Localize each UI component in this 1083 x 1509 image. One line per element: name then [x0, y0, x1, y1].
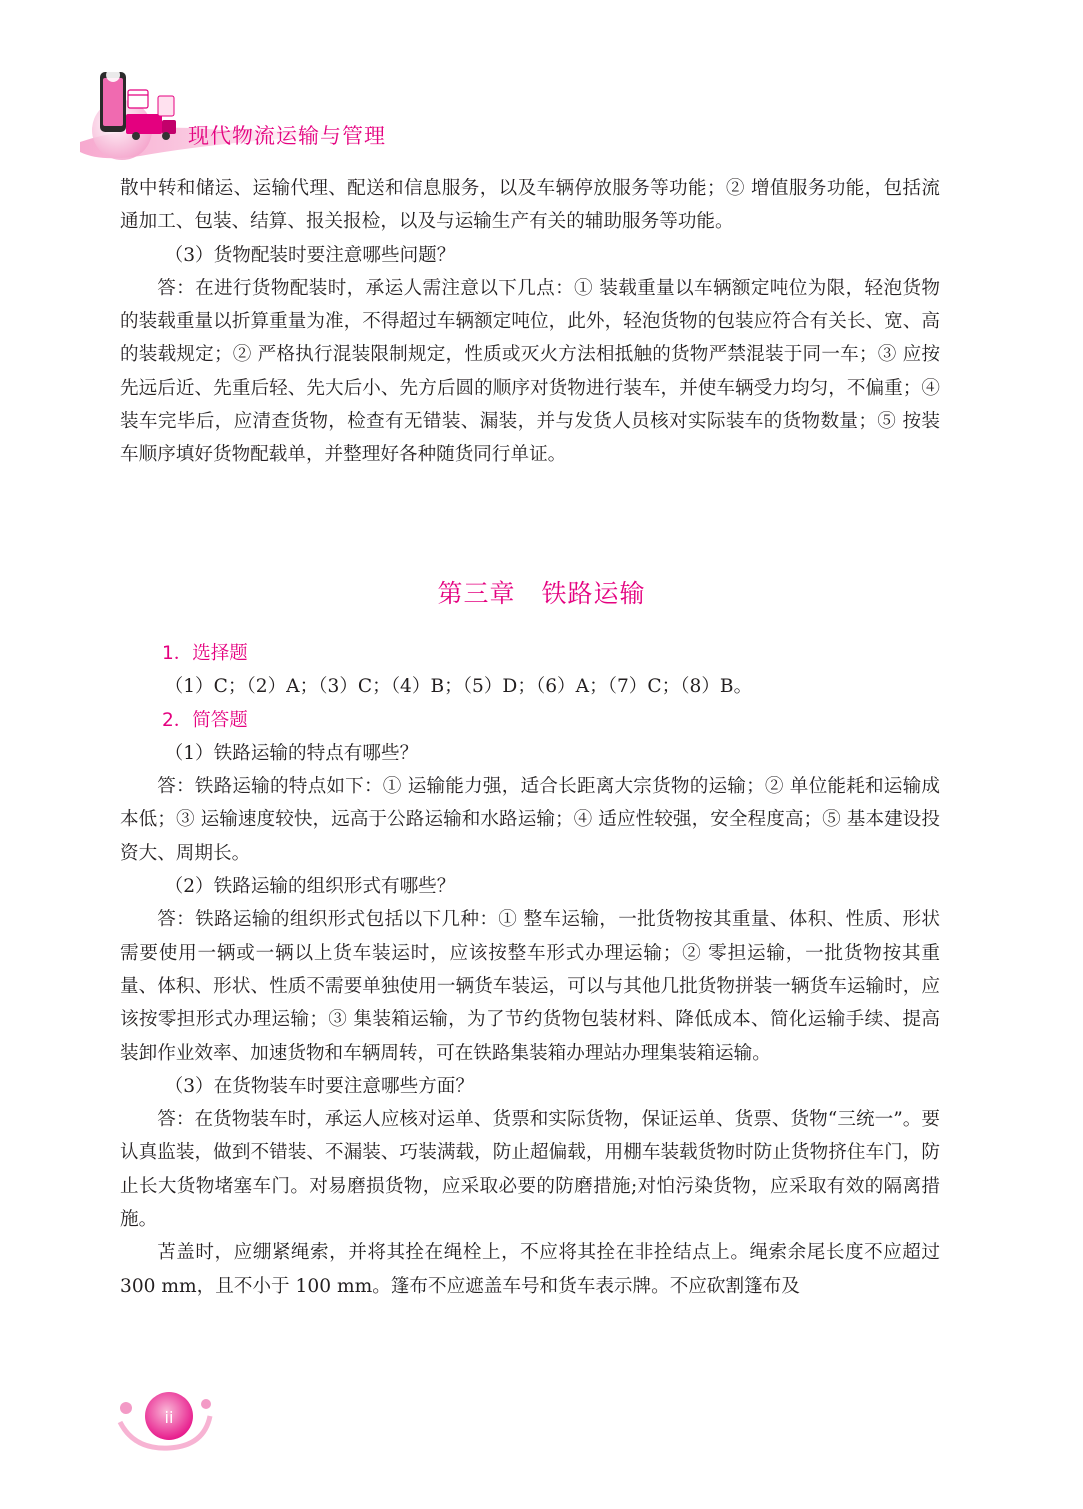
question: （3）在货物装车时要注意哪些方面？ — [164, 1075, 474, 1097]
page-footer — [114, 1382, 214, 1452]
question: （3）货物配装时要注意哪些问题？ — [164, 244, 456, 266]
content-block-previous-chapter — [120, 172, 940, 472]
chapter-title: 第三章 铁路运输 — [437, 579, 646, 608]
page-number: ii — [164, 1408, 174, 1427]
section-heading-multiple-choice: 1．选择题 — [162, 643, 248, 664]
page-header — [80, 60, 500, 170]
content-block-chapter-three — [120, 637, 940, 1303]
question: （1）铁路运输的特点有哪些？ — [164, 742, 419, 764]
multiple-choice-answers: （1）C；（2）A；（3）C；（4）B；（5）D；（6）A；（7）C；（8）B。 — [164, 676, 753, 698]
section-heading-short-answer: 2．简答题 — [162, 709, 248, 731]
answer: 答：铁路运输的组织形式包括以下几种：① 整车运输，一批货物按其重量、体积、性质、形状需要使用一辆或一辆以上货车装运时，应该按整车形式办理运输；② 零担运输，一批货物按其重量、体积、形状、性质不需要单独使用一辆货车装运，可以与其他几批货物拼装一辆货车运输时，应该按零担形式办理运输；③ 集装箱运输，为了节约货物包装材料、降低成本、简化运输手续、提高装卸作业效率、加速货物和车辆周转，可在铁路集装箱办理站办理集装箱运输。 — [120, 909, 940, 1064]
answer: 答：在货物装车时，承运人应核对运单、货票和实际货物，保证运单、货票、货物“三统一”。要认真监装，做到不错装、不漏装、巧装满载，防止超偏载，用棚车装载货物时防止货物挤住车门，防止长大货物堵塞车门。对易磨损货物，应采取必要的防磨措施;对怕污染货物，应采取有效的隔离措施。 — [120, 1109, 940, 1231]
book-title: 现代物流运输与管理 — [188, 124, 386, 148]
question: （2）铁路运输的组织形式有哪些？ — [164, 876, 456, 898]
answer: 答：铁路运输的特点如下：① 运输能力强，适合长距离大宗货物的运输；② 单位能耗和运输成本低；③ 运输速度较快，远高于公路运输和水路运输；④ 适应性较强，安全程度高；⑤ 基本建设投资大、周期长。 — [120, 776, 940, 864]
answer: 答：在进行货物配装时，承运人需注意以下几点：① 装载重量以车辆额定吨位为限，轻泡货物的装载重量以折算重量为准，不得超过车辆额定吨位，此外，轻泡货物的包装应符合有关长、宽、高的装载规定；② 严格执行混装限制规定，性质或灭火方法相抵触的货物严禁混装于同一车；③ 应按先远后近、先重后轻、先大后小、先方后圆的顺序对货物进行装车，并使车辆受力均匀，不偏重；④ 装车完毕后，应清查货物，检查有无错装、漏装，并与发货人员核对实际装车的货物数量；⑤ 按装车顺序填好货物配载单，并整理好各种随货同行单证。 — [120, 277, 940, 466]
logistics-header-illustration — [80, 60, 440, 170]
answer-continued: 苫盖时，应绷紧绳索，并将其拴在绳栓上，不应将其拴在非拴结点上。绳索余尾长度不应超过 300 mm，且不小于 100 mm。篷布不应遮盖车号和货车表示牌。不应砍割篷布及 — [120, 1242, 940, 1297]
paragraph: 散中转和储运、运输代理、配送和信息服务，以及车辆停放服务等功能；② 增值服务功能，包括流通加工、包装、结算、报关报检，以及与运输生产有关的辅助服务等功能。 — [120, 178, 940, 233]
